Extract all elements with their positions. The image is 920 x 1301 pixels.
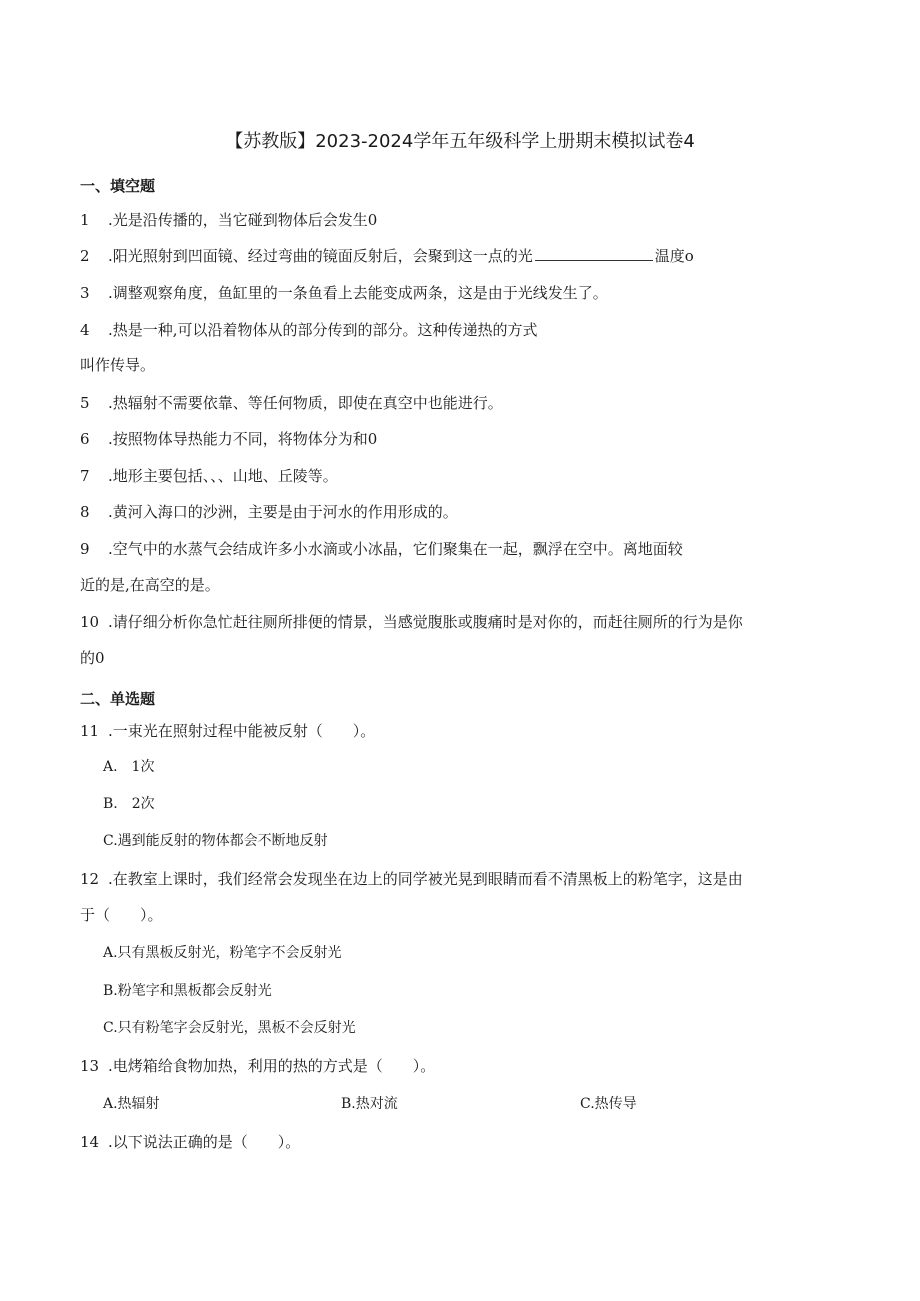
page-title: 【苏教版】2023-2024学年五年级科学上册期末模拟试卷4 <box>225 131 695 152</box>
question-text: .请仔细分析你急忙赶往厕所排便的情景，当感觉腹胀或腹痛时是对你的，而赶往厕所的行为是你 <box>108 613 743 631</box>
question-number: 3 <box>80 284 90 302</box>
question-text: .黄河入海口的沙洲，主要是由于河水的作用形成的。 <box>108 503 458 521</box>
question-text: .地形主要包括、、、山地、丘陵等。 <box>108 467 338 485</box>
question-number: 13 <box>80 1057 100 1075</box>
option-13-b[interactable]: B.热对流 <box>341 1096 398 1112</box>
option-11-c[interactable]: C.遇到能反射的物体都会不断地反射 <box>103 833 328 849</box>
question-number: 2 <box>80 247 90 265</box>
question-number: 7 <box>80 467 90 485</box>
option-11-b[interactable]: B. 2次 <box>103 796 155 812</box>
question-9 <box>80 539 683 559</box>
question-text: .在教室上课时，我们经常会发现坐在边上的同学被光晃到眼睛而看不清黑板上的粉笔字，这是由 <box>108 870 743 888</box>
question-number: 12 <box>80 870 100 888</box>
question-4-continued: 叫作传导。 <box>80 356 156 374</box>
question-number: 6 <box>80 430 90 448</box>
option-13-c[interactable]: C.热传导 <box>580 1096 637 1112</box>
question-number: 10 <box>80 613 100 631</box>
question-text: .热辐射不需要依靠、等任何物质，即使在真空中也能进行。 <box>108 394 503 412</box>
question-1 <box>80 210 377 230</box>
question-12-continued: 于（ ）。 <box>80 906 163 924</box>
question-10 <box>80 612 743 632</box>
question-number: 14 <box>80 1133 100 1151</box>
question-5 <box>80 393 503 413</box>
question-6 <box>80 429 377 449</box>
question-number: 11 <box>80 722 100 740</box>
question-2 <box>80 246 694 266</box>
option-12-c[interactable]: C.只有粉笔字会反射光，黑板不会反射光 <box>103 1020 356 1036</box>
section-fill-blank-heading: 一、填空题 <box>80 177 156 195</box>
question-9-continued: 近的是,在高空的是。 <box>80 576 220 594</box>
answer-blank[interactable] <box>535 246 653 261</box>
question-14 <box>80 1132 300 1152</box>
question-number: 8 <box>80 503 90 521</box>
question-text: .热是一种,可以沿着物体从的部分传到的部分。这种传递热的方式 <box>108 321 538 339</box>
question-text: .光是沿传播的，当它碰到物体后会发生0 <box>108 211 378 229</box>
question-text: .空气中的水蒸气会结成许多小水滴或小冰晶，它们聚集在一起，飘浮在空中。离地面较 <box>108 540 683 558</box>
question-text: .以下说法正确的是（ ）。 <box>108 1133 301 1151</box>
option-12-a[interactable]: A.只有黑板反射光，粉笔字不会反射光 <box>103 945 342 961</box>
section-single-choice-heading: 二、单选题 <box>80 690 156 708</box>
option-13-a[interactable]: A.热辐射 <box>103 1096 160 1112</box>
question-13 <box>80 1056 435 1076</box>
question-10-continued: 的0 <box>80 649 105 667</box>
question-text: .电烤箱给食物加热，利用的热的方式是（ ）。 <box>108 1057 436 1075</box>
question-3 <box>80 283 608 303</box>
question-4 <box>80 320 538 340</box>
question-12 <box>80 869 743 889</box>
option-11-a[interactable]: A. 1次 <box>103 759 155 775</box>
question-number: 4 <box>80 321 90 339</box>
question-7 <box>80 466 338 486</box>
question-text: .按照物体导热能力不同，将物体分为和0 <box>108 430 378 448</box>
question-text: .阳光照射到凹面镜、经过弯曲的镜面反射后，会聚到这一点的光 <box>108 247 533 265</box>
question-text: .一束光在照射过程中能被反射（ ）。 <box>108 722 376 740</box>
question-number: 5 <box>80 394 90 412</box>
question-text: .调整观察角度，鱼缸里的一条鱼看上去能变成两条，这是由于光线发生了。 <box>108 284 608 302</box>
option-12-b[interactable]: B.粉笔字和黑板都会反射光 <box>103 983 272 999</box>
question-number: 1 <box>80 211 90 229</box>
question-text-tail: 温度o <box>654 247 694 265</box>
question-11 <box>80 721 375 741</box>
question-8 <box>80 502 458 522</box>
question-number: 9 <box>80 540 90 558</box>
